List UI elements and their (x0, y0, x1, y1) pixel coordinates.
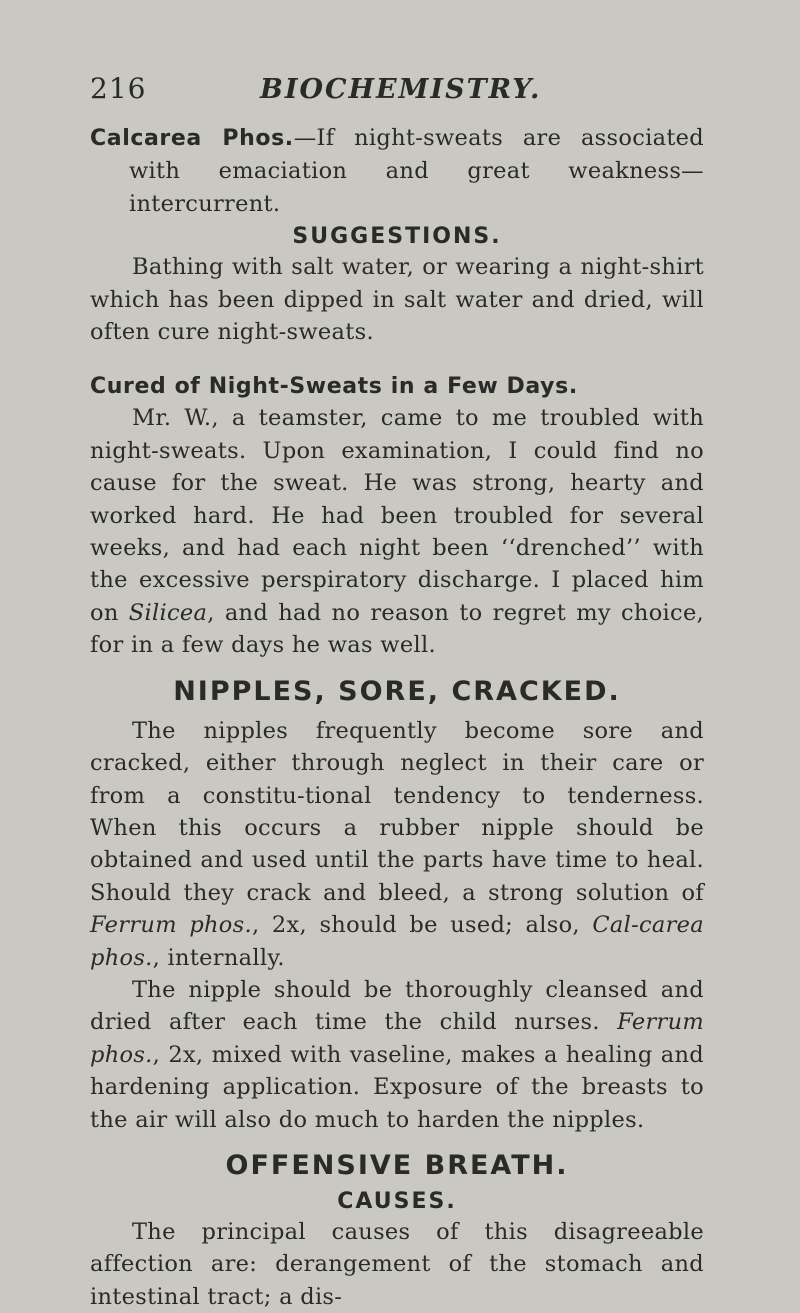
case-title: Cured of Night-Sweats in a Few Days. (90, 374, 578, 400)
calcarea-title: Calcarea Phos. (90, 126, 294, 151)
nipples-heading: NIPPLES, SORE, CRACKED. (173, 675, 621, 707)
breath-paragraph: The principal causes of this disagreeable affection are: derangement of the stomach and intestinal tract; a dis- (90, 1218, 704, 1310)
nipples-p2-remedy: Ferrum phos. (90, 1009, 704, 1068)
nipples-p1-text-1: The nipples frequently become sore and cracked, either through neglect in their care or from a constitu-tional tendency to tenderness. When this occurs a rubber nipple should be obtained and used until the parts have time to heal. Should they crack and bleed, a strong solution of (90, 717, 704, 906)
causes-heading: CAUSES. (337, 1188, 457, 1214)
case-paragraph (90, 402, 704, 661)
nipples-p1-remedy-1: Ferrum phos. (90, 912, 252, 939)
nipples-p2-text-2: , 2x, mixed with vaseline, makes a healing and hardening application. Exposure of the breasts to the air will also do much to harden the nipples. (90, 1041, 704, 1133)
nipples-paragraph-1 (90, 715, 704, 974)
case-text-2: , and had no reason to regret my choice, for in a few days he was well. (90, 599, 705, 659)
breath-heading: OFFENSIVE BREATH. (225, 1149, 569, 1181)
case-remedy: Silicea (128, 599, 208, 626)
calcarea-text: —If night-sweats are associated with emaciation and great weakness—intercurrent. (129, 125, 704, 217)
case-text-1: Mr. W., a teamster, came to me troubled with night-sweats. Upon examination, I could find no cause for the sweat. He was strong, hearty and worked hard. He had been troubled for several weeks, and had each night been ‘‘drenched’’ with the excessive perspiratory discharge. I placed him on (90, 405, 704, 626)
nipples-p1-text-3: , internally. (152, 944, 285, 971)
page-header (90, 72, 704, 112)
nipples-p2-text-1: The nipple should be thoroughly cleansed and dried after each time the child nurses. (90, 976, 704, 1036)
page-number: 216 (90, 72, 147, 105)
running-head: BIOCHEMISTRY. (260, 74, 542, 105)
suggestions-heading: SUGGESTIONS. (292, 224, 502, 250)
nipples-p1-remedy-2: Cal-carea phos. (90, 912, 704, 971)
nipples-paragraph-2 (90, 974, 704, 1136)
nipples-p1-text-2: , 2x, should be used; also, (251, 912, 593, 939)
suggestions-paragraph: Bathing with salt water, or wearing a night-shirt which has been dipped in salt water and dried, will often cure night-sweats. (90, 254, 704, 346)
calcarea-paragraph (90, 122, 704, 220)
